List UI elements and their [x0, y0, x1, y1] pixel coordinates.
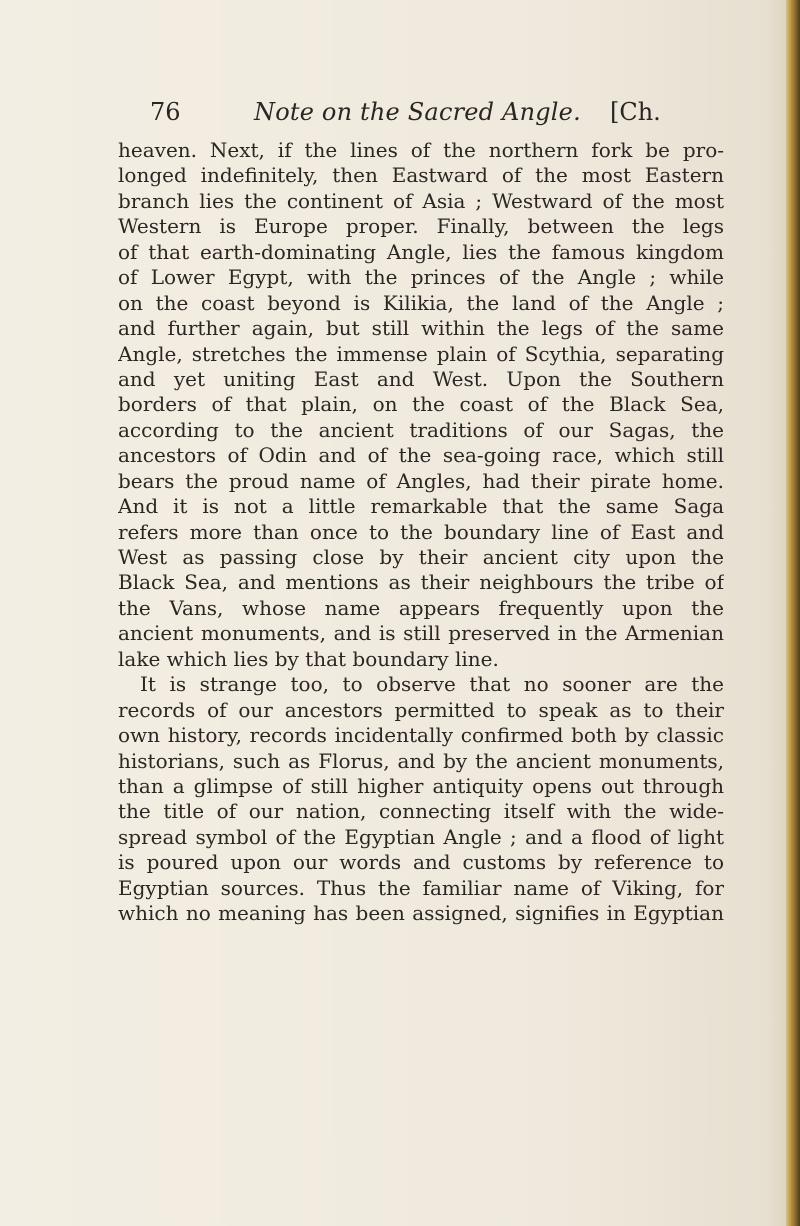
text-line: lake which lies by that boundary line. [118, 646, 499, 671]
text-line: the title of our nation, connecting itself with the wide- [118, 799, 724, 824]
text-line: Western is Europe proper. Finally, between the legs [118, 214, 724, 239]
running-title: Note on the Sacred Angle. [254, 98, 581, 126]
text-line: according to the ancient traditions of our Sagas, the [118, 417, 724, 442]
text-line: spread symbol of the Egyptian Angle ; and a flood of light [118, 824, 724, 849]
text-line: longed indefinitely, then Eastward of the most Eastern [118, 163, 724, 188]
text-line: and further again, but still within the legs of the same [118, 316, 724, 341]
text-line: records of our ancestors permitted to speak as to their [118, 697, 724, 722]
body-text [118, 138, 724, 927]
text-line: than a glimpse of still higher antiquity opens out through [118, 773, 724, 798]
paragraph-start-line: It is strange too, to observe that no sooner are the [140, 672, 724, 697]
text-line: branch lies the continent of Asia ; Westward of the most [118, 188, 724, 213]
text-line: ancestors of Odin and of the sea-going race, which still [118, 443, 724, 468]
page-number: 76 [150, 98, 181, 126]
text-line: on the coast beyond is Kilikia, the land of the Angle ; [118, 290, 724, 315]
text-line: is poured upon our words and customs by reference to [118, 850, 724, 875]
text-line: refers more than once to the boundary line of East and [118, 519, 724, 544]
text-line: bears the proud name of Angles, had their pirate home. [118, 468, 724, 493]
page-header [150, 92, 730, 132]
text-line: and yet uniting East and West. Upon the Southern [118, 366, 724, 391]
text-line: the Vans, whose name appears frequently upon the [118, 595, 724, 620]
text-line: own history, records incidentally confirmed both by classic [118, 723, 724, 748]
text-line: heaven. Next, if the lines of the northern fork be pro- [118, 138, 724, 162]
text-line: Black Sea, and mentions as their neighbours the tribe of [118, 570, 724, 595]
text-line: West as passing close by their ancient city upon the [118, 545, 724, 569]
text-line: borders of that plain, on the coast of the Black Sea, [118, 392, 724, 417]
text-line: Egyptian sources. Thus the familiar name of Viking, for [118, 875, 724, 900]
text-line: historians, such as Florus, and by the ancient monuments, [118, 748, 724, 773]
chapter-mark: [Ch. [610, 98, 661, 126]
text-line: ancient monuments, and is still preserved in the Armenian [118, 621, 724, 646]
text-line: Angle, stretches the immense plain of Scythia, separating [118, 341, 724, 366]
text-line: of Lower Egypt, with the princes of the Angle ; while [118, 265, 724, 290]
text-line: And it is not a little remarkable that the same Saga [118, 494, 724, 519]
text-line: of that earth-dominating Angle, lies the famous kingdom [118, 239, 724, 264]
page-edge [786, 0, 800, 1226]
text-line: which no meaning has been assigned, signifies in Egyptian [118, 901, 724, 926]
